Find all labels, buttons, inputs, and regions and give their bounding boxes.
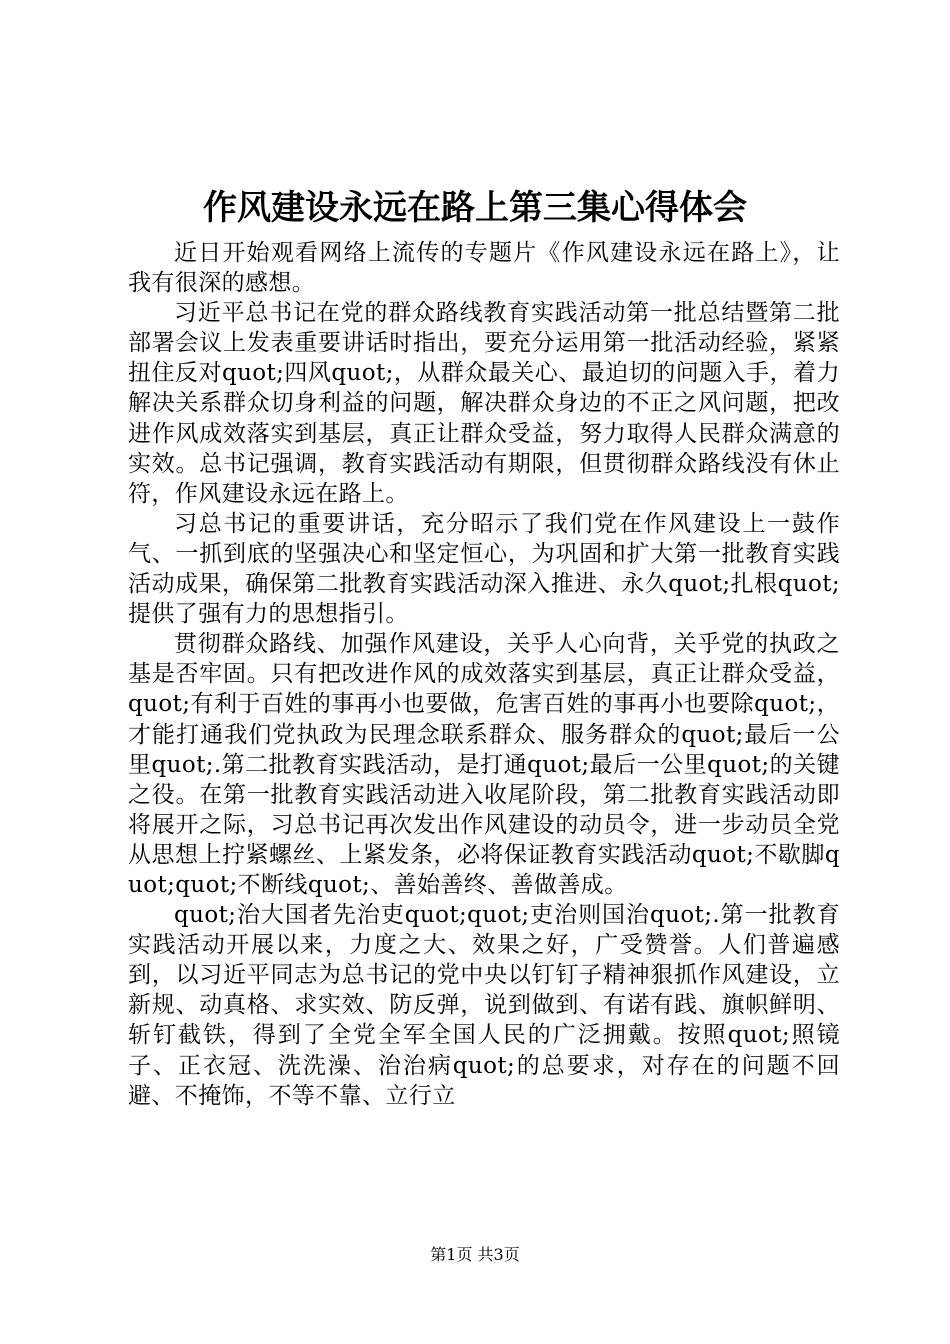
document-body [128, 238, 840, 1111]
paragraph: quot;治大国者先治吏quot;quot;吏治则国治quot;.第一批教育实践活动开展以来，力度之大、效果之好，广受赞誉。人们普遍感到，以习近平同志为总书记的党中央以钉钉子精神狠抓作风建设，立新规、动真格、求实效、防反弹，说到做到、有诺有践、旗帜鲜明、斩钉截铁，得到了全党全军全国人民的广泛拥戴。按照quot;照镜子、正衣冠、洗洗澡、治治病quot;的总要求，对存在的问题不回避、不掩饰，不等不靠、立行立 [128, 902, 840, 1109]
document-title: 作风建设永远在路上第三集心得体会 [203, 188, 747, 228]
paragraph: 习总书记的重要讲话，充分昭示了我们党在作风建设上一鼓作气、一抓到底的坚强决心和坚定恒心，为巩固和扩大第一批教育实践活动成果，确保第二批教育实践活动深入推进、永久quot;扎根quot;提供了强有力的思想指引。 [128, 510, 840, 628]
paragraph: 习近平总书记在党的群众路线教育实践活动第一批总结暨第二批部署会议上发表重要讲话时指出，要充分运用第一批活动经验，紧紧扭住反对quot;四风quot;，从群众最关心、最迫切的问题入手，着力解决关系群众切身利益的问题，解决群众身边的不正之风问题，把改进作风成效落实到基层，真正让群众受益，努力取得人民群众满意的实效。总书记强调，教育实践活动有期限，但贯彻群众路线没有休止符，作风建设永远在路上。 [128, 300, 840, 507]
paragraph: 近日开始观看网络上流传的专题片《作风建设永远在路上》，让我有很深的感想。 [128, 240, 840, 297]
page-number-footer: 第1页 共3页 [430, 1245, 520, 1264]
paragraph: 贯彻群众路线、加强作风建设，关乎人心向背，关乎党的执政之基是否牢固。只有把改进作风的成效落实到基层，真正让群众受益，quot;有利于百姓的事再小也要做，危害百姓的事再小也要除quot;，才能打通我们党执政为民理念联系群众、服务群众的quot;最后一公里quot;.第二批教育实践活动，是打通quot;最后一公里quot;的关键之役。在第一批教育实践活动进入收尾阶段，第二批教育实践活动即将展开之际，习总书记再次发出作风建设的动员令，进一步动员全党从思想上拧紧螺丝、上紧发条，必将保证教育实践活动quot;不歇脚quot;quot;不断线quot;、善始善终、善做善成。 [128, 631, 840, 898]
